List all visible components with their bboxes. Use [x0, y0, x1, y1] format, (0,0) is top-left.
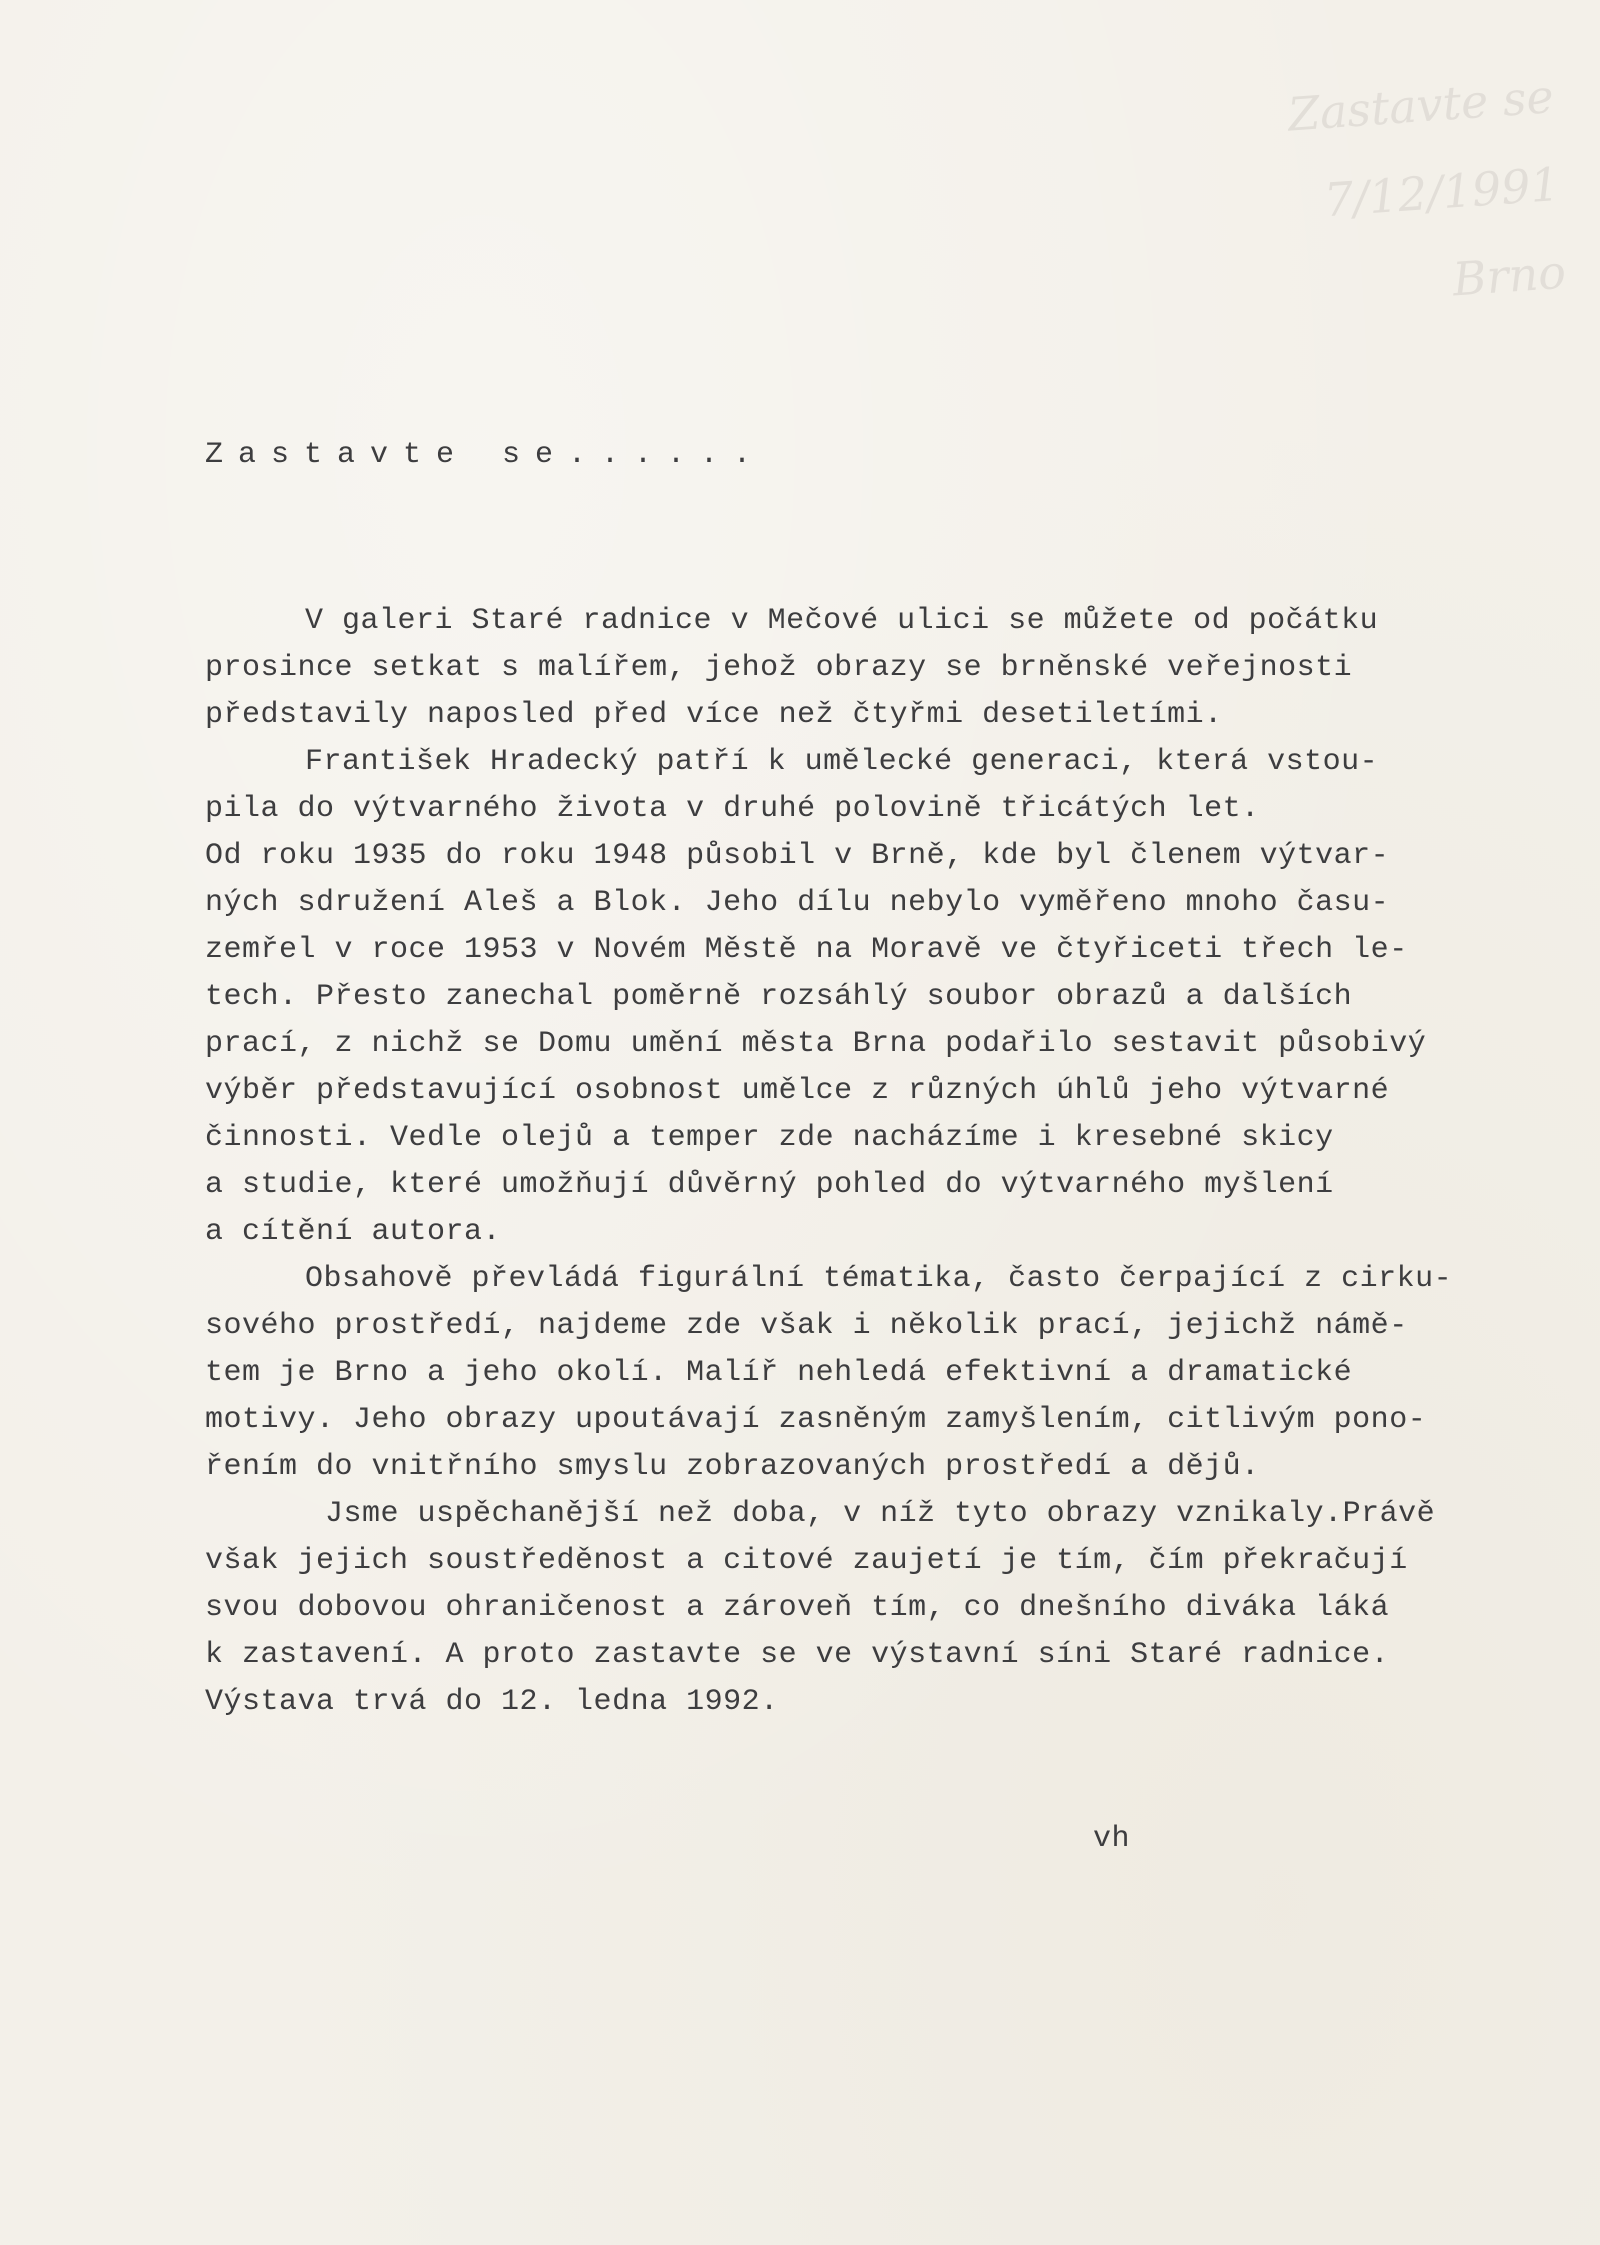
text-line: František Hradecký patří k umělecké generaci, která vstou-	[305, 745, 1379, 779]
text-line: pila do výtvarného života v druhé polovině třicátých let.	[205, 792, 1260, 826]
text-line: Jsme uspěchanější než doba, v níž tyto obrazy vznikaly.Právě	[325, 1497, 1436, 1531]
text-line: sového prostředí, najdeme zde však i několik prací, jejichž námě-	[205, 1309, 1408, 1343]
text-line: však jejich soustředěnost a citové zaujetí je tím, čím překračují	[205, 1544, 1408, 1578]
text-line: a cítění autora.	[205, 1215, 502, 1249]
text-line: tech. Přesto zanechal poměrně rozsáhlý soubor obrazů a dalších	[205, 980, 1353, 1014]
text-line: Výstava trvá do 12. ledna 1992.	[205, 1685, 779, 1719]
text-line: řením do vnitřního smyslu zobrazovaných prostředí a dějů.	[205, 1450, 1260, 1484]
author-initials: vh	[1093, 1822, 1131, 1856]
text-line: V galeri Staré radnice v Mečové ulici se můžete od počátku	[305, 604, 1379, 638]
text-line: tem je Brno a jeho okolí. Malíř nehledá efektivní a dramatické	[205, 1356, 1353, 1390]
text-line: zemřel v roce 1953 v Novém Městě na Moravě ve čtyřiceti třech le-	[205, 933, 1408, 967]
text-line: Od roku 1935 do roku 1948 působil v Brně, kde byl členem výtvar-	[205, 839, 1390, 873]
pencil-annotation-line: Zastavte se	[1286, 69, 1556, 142]
text-line: k zastavení. A proto zastavte se ve výstavní síni Staré radnice.	[205, 1638, 1390, 1672]
text-line: motivy. Jeho obrazy upoutávají zasněným zamyšlením, citlivým pono-	[205, 1403, 1427, 1437]
text-line: prosince setkat s malířem, jehož obrazy se brněnské veřejnosti	[205, 651, 1353, 685]
text-line: svou dobovou ohraničenost a zároveň tím, co dnešního diváka láká	[205, 1591, 1390, 1625]
text-line: Obsahově převládá figurální tématika, často čerpající z cirku-	[305, 1262, 1453, 1296]
pencil-annotation-line: Brno	[1450, 244, 1568, 307]
text-line: činnosti. Vedle olejů a temper zde nacházíme i kresebné skicy	[205, 1121, 1334, 1155]
text-line: výběr představující osobnost umělce z různých úhlů jeho výtvarné	[205, 1074, 1390, 1108]
document-body	[205, 598, 1555, 1726]
text-line: a studie, které umožňují důvěrný pohled do výtvarného myšlení	[205, 1168, 1334, 1202]
pencil-annotation	[1032, 52, 1569, 348]
text-line: prací, z nichž se Domu umění města Brna podařilo sestavit působivý	[205, 1027, 1427, 1061]
text-line: představily naposled před více než čtyřmi desetiletími.	[205, 698, 1223, 732]
pencil-annotation-line: 7/12/1991	[1322, 156, 1562, 228]
text-line: ných sdružení Aleš a Blok. Jeho dílu nebylo vyměřeno mnoho času-	[205, 886, 1390, 920]
document-heading: Zastavte se......	[205, 438, 767, 472]
